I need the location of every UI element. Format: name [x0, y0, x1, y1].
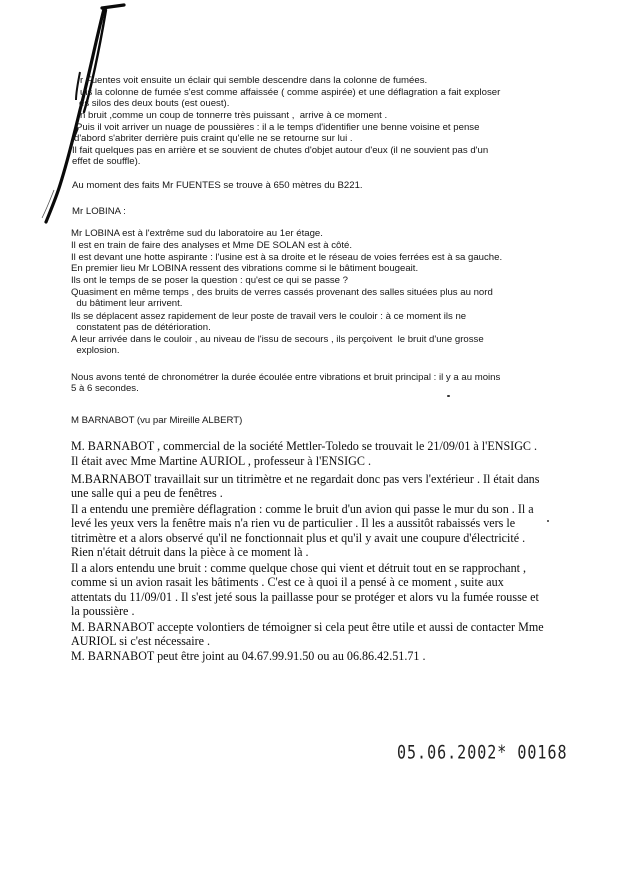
barnabot-line-5: Il a entendu une première déflagration : comme le bruit d'un avion qui passe le mur du son . Il a	[71, 502, 534, 516]
lobina-line-3: Il est devant une hotte aspirante : l'usine est à sa droite et le réseau de voies ferrées est à sa gauche.	[71, 252, 503, 263]
barnabot-heading: M BARNABOT (vu par Mireille ALBERT)	[71, 415, 243, 426]
lobina-line-9: constatent pas de détérioration.	[71, 322, 211, 333]
lobina-line-1: Mr LOBINA est à l'extrême sud du laboratoire au 1er étage.	[71, 228, 323, 239]
date-page-stamp: 05.06.2002* 00168	[397, 741, 568, 764]
lobina-line-6: Quasiment en même temps , des bruits de verres cassés provenant des salles situées plus au nord	[71, 287, 493, 298]
barnabot-line-15: M. BARNABOT peut être joint au 04.67.99.91.50 ou au 06.86.42.51.71 .	[71, 649, 426, 663]
fuentes-line-1: r Fuentes voit ensuite un éclair qui semble descendre dans la colonne de fumées.	[80, 75, 428, 86]
barnabot-line-10: comme si un avion rasait les bâtiments . C'est ce à quoi il a pensé à ce moment , suite aux	[71, 575, 504, 589]
lobina-line-7: du bâtiment leur arrivent.	[71, 298, 183, 309]
lobina-line-4: En premier lieu Mr LOBINA ressent des vibrations comme si le bâtiment bougeait.	[71, 263, 419, 274]
lobina-line-5: Ils ont le temps de se poser la question : qu'est ce qui se passe ?	[71, 275, 349, 286]
lobina-heading: Mr LOBINA :	[72, 206, 126, 217]
scan-speck	[447, 395, 450, 397]
barnabot-line-14: AURIOL si c'est nécessaire .	[71, 634, 211, 648]
barnabot-line-6: levé les yeux vers la fenêtre mais n'a rien vu de particulier . Il les a aussitôt rabaissés vers le	[71, 516, 516, 530]
fuentes-line-5: Puis il voit arriver un nuage de poussières : il a le temps d'identifier une benne voisine et pense	[76, 122, 480, 133]
barnabot-line-4: une salle qui a peu de fenêtres .	[71, 486, 223, 500]
lobina-line-10: A leur arrivée dans le couloir , au niveau de l'issu de secours , ils perçoivent le bruit d'une grosse	[71, 334, 484, 345]
barnabot-line-8: Rien n'était détruit dans la pièce à ce moment là .	[71, 545, 309, 559]
barnabot-line-1: M. BARNABOT , commercial de la société Mettler-Toledo se trouvait le 21/09/01 à l'ENSIGC .	[71, 439, 538, 453]
fuentes-line-7: Il fait quelques pas en arrière et se souvient de chutes d'objet autour d'eux (il ne souvient pas d'un	[72, 145, 489, 156]
fuentes-line-6: d'abord s'abriter derrière puis craint qu'elle ne se retourne sur lui .	[74, 133, 353, 144]
barnabot-line-13: M. BARNABOT accepte volontiers de témoigner si cela peut être utile et aussi de contacter Mme	[71, 620, 544, 634]
lobina-line-11: explosion.	[71, 345, 120, 356]
fuentes-line-3: es silos des deux bouts (est ouest).	[79, 98, 230, 109]
barnabot-line-12: la poussière .	[71, 604, 135, 618]
fuentes-line-8: effet de souffle).	[72, 156, 141, 167]
lobina-line-2: Il est en train de faire des analyses et Mme DE SOLAN est à côté.	[71, 240, 353, 251]
fuentes-line-2: uis la colonne de fumée s'est comme affaissée ( comme aspirée) et une déflagration a fait exploser	[80, 87, 501, 98]
fuentes-distance-line: Au moment des faits Mr FUENTES se trouve à 650 mètres du B221.	[72, 180, 363, 191]
barnabot-line-3: M.BARNABOT travaillait sur un titrimètre et ne regardait donc pas vers l'extérieur . Il était dans	[71, 472, 540, 486]
barnabot-line-2: Il était avec Mme Martine AURIOL , professeur à l'ENSIGC .	[71, 454, 371, 468]
lobina-line-8: Ils se déplacent assez rapidement de leur poste de travail vers le couloir : à ce moment ils ne	[71, 311, 467, 322]
chrono-line-2: 5 à 6 secondes.	[71, 383, 139, 394]
chrono-line-1: Nous avons tenté de chronométrer la durée écoulée entre vibrations et bruit principal : il y a au moins	[71, 372, 501, 383]
fuentes-line-4: n bruit ,comme un coup de tonnerre très puissant , arrive à ce moment .	[80, 110, 388, 121]
scan-speck	[547, 520, 549, 522]
barnabot-line-9: Il a alors entendu une bruit : comme quelque chose qui vient et détruit tout en se rapprochant ,	[71, 561, 527, 575]
barnabot-line-7: titrimètre et a alors observé qu'il ne fonctionnait plus et qu'il y avait une coupure d'électricité .	[71, 531, 526, 545]
barnabot-line-11: attentats du 11/09/01 . Il s'est jeté sous la paillasse pour se protéger et alors vu la fumée rousse et	[71, 590, 539, 604]
